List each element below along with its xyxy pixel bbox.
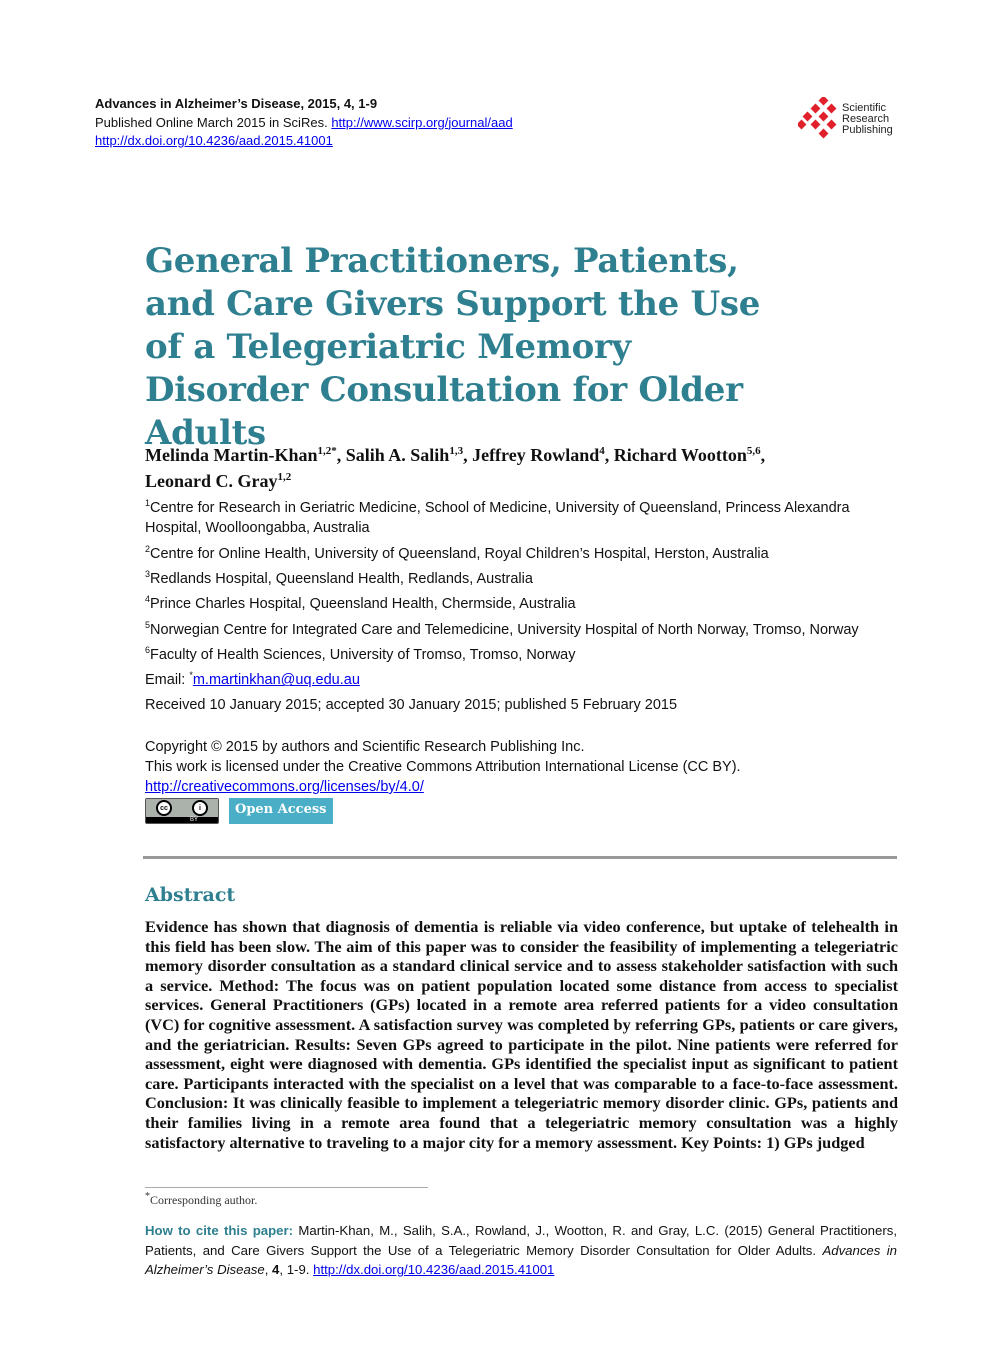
scirp-logo <box>798 97 893 141</box>
logo-line: Publishing <box>842 123 893 136</box>
journal-header <box>95 95 513 151</box>
affiliation-text: Centre for Research in Geriatric Medicine, School of Medicine, University of Queensland, Princess Alexandra Hospital, Woolloongabba, Australia <box>145 499 850 537</box>
affiliation-number: 1 <box>145 498 151 508</box>
logo-line: Research <box>842 112 890 125</box>
journal-citation: Advances in Alzheimer’s Disease, 2015, 4, 1-9 <box>95 96 378 111</box>
author-affiliation-marker: 1,3 <box>449 445 464 457</box>
affiliation-number: 3 <box>145 569 151 580</box>
author: Leonard C. Gray <box>145 471 278 491</box>
cite-volume: 4 <box>272 1262 280 1277</box>
cc-by-badge[interactable] <box>145 798 219 824</box>
affiliation-number: 5 <box>145 619 151 630</box>
doi-link[interactable]: http://dx.doi.org/10.4236/aad.2015.41001 <box>95 133 333 148</box>
affiliation-text: Redlands Hospital, Queensland Health, Redlands, Australia <box>150 570 533 587</box>
affiliation <box>145 640 897 665</box>
affiliation-number: 4 <box>145 594 151 605</box>
affiliation-text: Faculty of Health Sciences, University of Tromso, Tromso, Norway <box>150 646 576 663</box>
author: Jeffrey Rowland <box>472 445 600 465</box>
affiliation <box>145 539 897 564</box>
author: Salih A. Salih <box>345 445 450 465</box>
attribution-person-icon: i <box>192 800 208 816</box>
published-info: Published Online March 2015 in SciRes. <box>95 114 328 130</box>
license-link[interactable]: http://creativecommons.org/licenses/by/4.0/ <box>145 779 424 795</box>
license-line: This work is licensed under the Creative Commons Attribution International License (CC BY). <box>145 759 741 775</box>
cite-journal: Advances in Alzheimer’s Disease <box>145 1242 898 1277</box>
license-badges <box>145 798 333 824</box>
cite-text: Martin-Khan, M., Salih, S.A., Rowland, J., Wootton, R. and Gray, L.C. (2015) General Practitioners, Patients, and Care Givers Support the Use of a Telegeriatric Memory Disorder Consultation for Older Adults. <box>145 1223 897 1258</box>
cite-doi-link[interactable]: http://dx.doi.org/10.4236/aad.2015.41001 <box>313 1262 555 1277</box>
abstract-heading: Abstract <box>145 884 236 906</box>
author-affiliation-marker: 5,6 <box>746 445 761 457</box>
affiliations <box>145 493 897 691</box>
affiliation-number: 2 <box>145 543 151 554</box>
author-affiliation-marker: 1,2 <box>277 471 292 483</box>
logo-line: Scientific <box>842 101 887 114</box>
affiliation-text: Prince Charles Hospital, Queensland Health, Chermside, Australia <box>150 596 576 613</box>
author: Richard Wootton <box>613 445 747 465</box>
footnote: *Corresponding author. <box>145 1191 258 1207</box>
section-divider <box>143 856 897 859</box>
email-line: Email: *m.martinkhan@uq.edu.au <box>145 670 360 689</box>
author: Melinda Martin-Khan <box>145 445 318 465</box>
cc-icon: cc <box>156 800 172 816</box>
affiliation-text: Norwegian Centre for Integrated Care and Telemedicine, University Hospital of North Norway, Tromso, Norway <box>150 621 859 638</box>
diamond-logo-icon <box>798 97 838 141</box>
journal-link[interactable]: http://www.scirp.org/journal/aad <box>331 114 513 130</box>
cite-label: How to cite this paper: <box>145 1223 294 1238</box>
copyright-block <box>145 737 741 797</box>
affiliation <box>145 589 897 614</box>
author-affiliation-marker: 1,2* <box>317 445 337 457</box>
affiliation <box>145 493 897 539</box>
email-link[interactable]: m.martinkhan@uq.edu.au <box>192 672 360 689</box>
affiliation-text: Centre for Online Health, University of Queensland, Royal Children’s Hospital, Herston, Australia <box>150 545 769 562</box>
footnote-divider <box>145 1187 428 1188</box>
open-access-badge: Open Access <box>229 798 333 824</box>
abstract-body: Evidence has shown that diagnosis of dementia is reliable via video conference, but uptake of telehealth in this field has been slow. The aim of this paper was to consider the feasibility of implementing a telegeriatric memory disorder consultation as a standard clinical service and to assess stakeholder satisfaction with such a service. Method: The focus was on patient population located some distance from access to specialist services. General Practitioners (GPs) located in a remote area referred patients for a video consultation (VC) for cognitive assessment. A satisfaction survey was completed by referring GPs, patients or care givers, and the geriatrician. Results: Seven GPs agreed to participate in the pilot. Nine patients were referred for assessment, eight were diagnosed with dementia. GPs identified the specialist input as significant to patient care. Participants interacted with the specialist on a level that was comparable to a face-to-face assessment. Conclusion: It was clinically feasible to implement a telegeriatric memory disorder clinic. GPs, patients and their families living in a remote area found that a telegeriatric memory consultation was a highly satisfactory alternative to traveling to a major city for a memory assessment. Key Points: 1) GPs judged <box>145 917 898 1152</box>
author-affiliation-marker: 4 <box>599 445 605 457</box>
copyright-line: Copyright © 2015 by authors and Scientific Research Publishing Inc. <box>145 739 585 755</box>
how-to-cite: How to cite this paper: Martin-Khan, M., Salih, S.A., Rowland, J., Wootton, R. and Gray, L.C. (2015) General Practitioners, Patients, and Care Givers Support the Use of a Telegeriatric Memory Disorder Consultation for Older Adults. Advances in Alzheimer’s Disease, 4, 1-9. http://dx.doi.org/10.4236/aad.2015.41001 <box>145 1223 898 1277</box>
by-label: BY <box>190 817 199 823</box>
affiliation <box>145 564 897 589</box>
affiliation-number: 6 <box>145 645 151 656</box>
author-list: Melinda Martin-Khan$^{1,2*}$, Salih A. Salih$^{1,3}$, Jeffrey Rowland$^4$, Richard Wootton$^{5,6}$, Leonard C. Gray$^{1,2}$ <box>145 445 766 491</box>
paper-title: General Practitioners, Patients, and Care Givers Support the Use of a Telegeriatric Memory Disorder Consultation for Older Adults <box>145 241 761 453</box>
affiliation <box>145 615 897 640</box>
received-dates: Received 10 January 2015; accepted 30 January 2015; published 5 February 2015 <box>145 697 678 713</box>
